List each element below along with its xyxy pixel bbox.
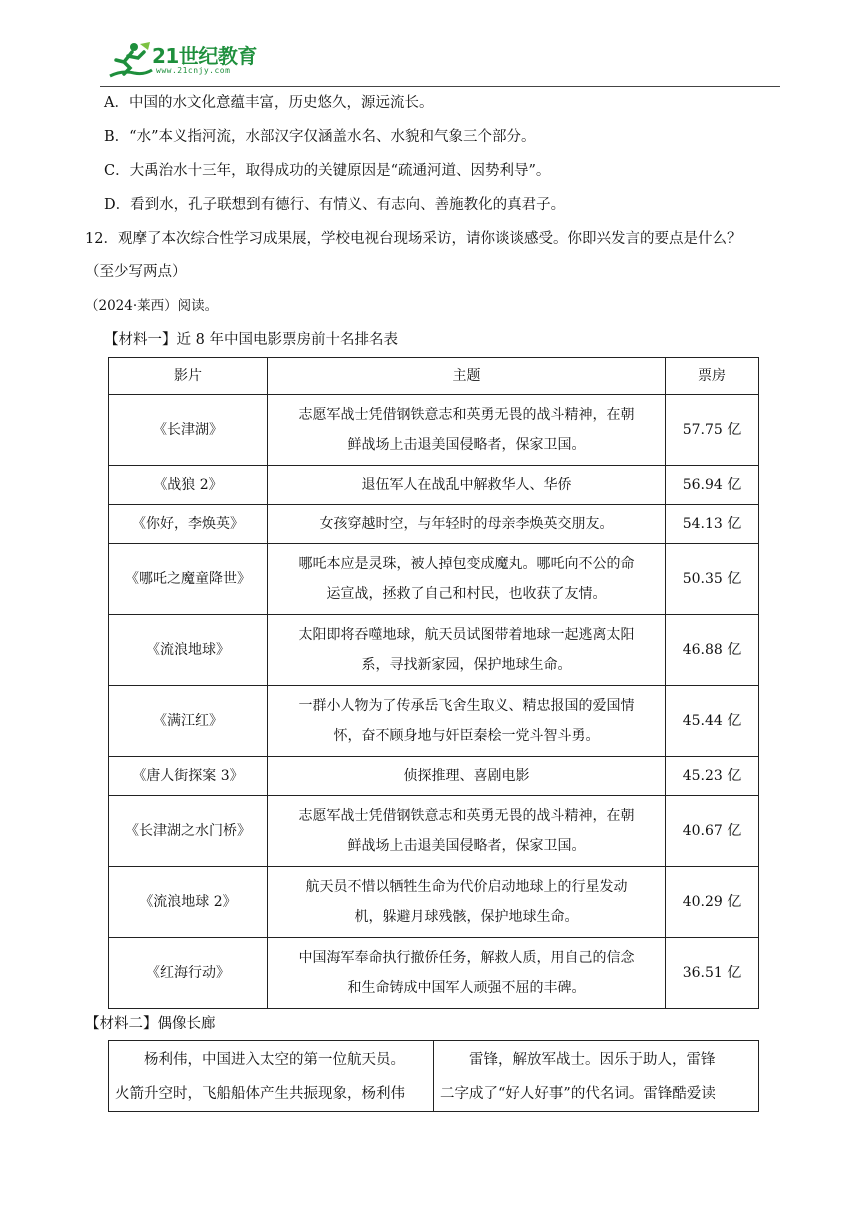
film-cell: 《流浪地球 2》 bbox=[109, 867, 268, 938]
theme-line: 系，寻找新家园，保护地球生命。 bbox=[361, 657, 572, 673]
option-c: C．大禹治水十三年，取得成功的关键原因是“疏通河道、因势利导”。 bbox=[104, 163, 551, 179]
page-header bbox=[100, 38, 780, 87]
theme-line: 女孩穿越时空，与年轻时的母亲李焕英交朋友。 bbox=[319, 516, 614, 532]
table-row bbox=[109, 544, 759, 615]
idol-gallery-table bbox=[108, 1040, 759, 1112]
source-note: （2024·莱西）阅读。 bbox=[85, 298, 219, 314]
question-12: 12．观摩了本次综合性学习成果展，学校电视台现场采访，请你谈谈感受。你即兴发言的要点是什么？ bbox=[85, 231, 742, 247]
film-cell: 《红海行动》 bbox=[109, 938, 268, 1009]
table-row bbox=[109, 466, 759, 505]
brand-url: www.21cnjy.com bbox=[156, 66, 231, 75]
idol-text-line: 杨利伟，中国进入太空的第一位航天员。 bbox=[144, 1052, 405, 1068]
idol-text-line: 二字成了“好人好事”的代名词。雷锋酷爱读 bbox=[440, 1086, 716, 1102]
idol-text-line: 雷锋，解放军战士。因乐于助人，雷锋 bbox=[469, 1052, 716, 1068]
theme-cell bbox=[268, 544, 666, 615]
runner-icon bbox=[104, 40, 154, 80]
table-row bbox=[109, 867, 759, 938]
theme-cell bbox=[268, 757, 666, 796]
material-two-title: 【材料二】偶像长廊 bbox=[85, 1016, 216, 1032]
header-box-office: 票房 bbox=[666, 358, 759, 395]
theme-line: 中国海军奉命执行撤侨任务，解救人质，用自己的信念 bbox=[298, 950, 635, 966]
box-office-cell: 50.35 亿 bbox=[666, 544, 759, 615]
theme-cell bbox=[268, 867, 666, 938]
header-theme: 主题 bbox=[268, 358, 666, 395]
theme-line: 太阳即将吞噬地球，航天员试图带着地球一起逃离太阳 bbox=[298, 627, 635, 643]
theme-line: 运宣战，拯救了自己和村民，也收获了友情。 bbox=[326, 586, 607, 602]
theme-line: 怀，奋不顾身地与奸臣秦桧一党斗智斗勇。 bbox=[333, 728, 600, 744]
film-cell: 《哪吒之魔童降世》 bbox=[109, 544, 268, 615]
theme-cell bbox=[268, 505, 666, 544]
option-a: A．中国的水文化意蕴丰富，历史悠久，源远流长。 bbox=[104, 95, 434, 111]
theme-line: 一群小人物为了传承岳飞舍生取义、精忠报国的爱国情 bbox=[298, 698, 635, 714]
box-office-table bbox=[108, 357, 759, 1009]
theme-cell bbox=[268, 466, 666, 505]
theme-line: 志愿军战士凭借钢铁意志和英勇无畏的战斗精神，在朝 bbox=[298, 407, 635, 423]
theme-cell bbox=[268, 938, 666, 1009]
box-office-cell: 56.94 亿 bbox=[666, 466, 759, 505]
option-b: B．“水”本义指河流，水部汉字仅涵盖水名、水貌和气象三个部分。 bbox=[104, 129, 536, 145]
idol-cell-yang-liwei bbox=[109, 1041, 434, 1112]
table-row bbox=[109, 686, 759, 757]
table-row bbox=[109, 938, 759, 1009]
table-row bbox=[109, 505, 759, 544]
material-one-title: 【材料一】近 8 年中国电影票房前十名排名表 bbox=[104, 332, 398, 348]
theme-line: 哪吒本应是灵珠，被人掉包变成魔丸。哪吒向不公的命 bbox=[298, 556, 635, 572]
box-office-cell: 45.44 亿 bbox=[666, 686, 759, 757]
table-row bbox=[109, 1041, 759, 1112]
theme-line: 和生命铸成中国军人顽强不屈的丰碑。 bbox=[347, 980, 586, 996]
theme-line: 机，躲避月球残骸，保护地球生命。 bbox=[354, 909, 579, 925]
box-office-cell: 45.23 亿 bbox=[666, 757, 759, 796]
film-cell: 《长津湖之水门桥》 bbox=[109, 796, 268, 867]
table-row bbox=[109, 757, 759, 796]
theme-cell bbox=[268, 686, 666, 757]
box-office-cell: 40.67 亿 bbox=[666, 796, 759, 867]
theme-cell bbox=[268, 395, 666, 466]
idol-text-line: 火箭升空时，飞船船体产生共振现象，杨利伟 bbox=[115, 1086, 405, 1102]
brand-name: 21世纪教育 bbox=[152, 44, 257, 68]
theme-cell bbox=[268, 796, 666, 867]
film-cell: 《流浪地球》 bbox=[109, 615, 268, 686]
brand-logo bbox=[104, 38, 274, 82]
theme-line: 鲜战场上击退美国侵略者，保家卫国。 bbox=[347, 437, 586, 453]
box-office-cell: 36.51 亿 bbox=[666, 938, 759, 1009]
option-d: D．看到水，孔子联想到有德行、有情义、有志向、善施教化的真君子。 bbox=[104, 197, 566, 213]
theme-line: 侦探推理、喜剧电影 bbox=[403, 768, 530, 784]
box-office-cell: 46.88 亿 bbox=[666, 615, 759, 686]
box-office-cell: 57.75 亿 bbox=[666, 395, 759, 466]
question-12-note: （至少写两点） bbox=[85, 264, 187, 280]
table-header-row bbox=[109, 358, 759, 395]
idol-cell-lei-feng bbox=[434, 1041, 759, 1112]
theme-line: 退伍军人在战乱中解救华人、华侨 bbox=[361, 477, 572, 493]
table-row bbox=[109, 796, 759, 867]
film-cell: 《长津湖》 bbox=[109, 395, 268, 466]
film-cell: 《战狼 2》 bbox=[109, 466, 268, 505]
header-film: 影片 bbox=[109, 358, 268, 395]
theme-cell bbox=[268, 615, 666, 686]
film-cell: 《唐人街探案 3》 bbox=[109, 757, 268, 796]
box-office-cell: 40.29 亿 bbox=[666, 867, 759, 938]
theme-line: 志愿军战士凭借钢铁意志和英勇无畏的战斗精神，在朝 bbox=[298, 808, 635, 824]
theme-line: 航天员不惜以牺牲生命为代价启动地球上的行星发动 bbox=[305, 879, 628, 895]
film-cell: 《你好，李焕英》 bbox=[109, 505, 268, 544]
table-row bbox=[109, 615, 759, 686]
table-row bbox=[109, 395, 759, 466]
film-cell: 《满江红》 bbox=[109, 686, 268, 757]
theme-line: 鲜战场上击退美国侵略者，保家卫国。 bbox=[347, 838, 586, 854]
box-office-cell: 54.13 亿 bbox=[666, 505, 759, 544]
